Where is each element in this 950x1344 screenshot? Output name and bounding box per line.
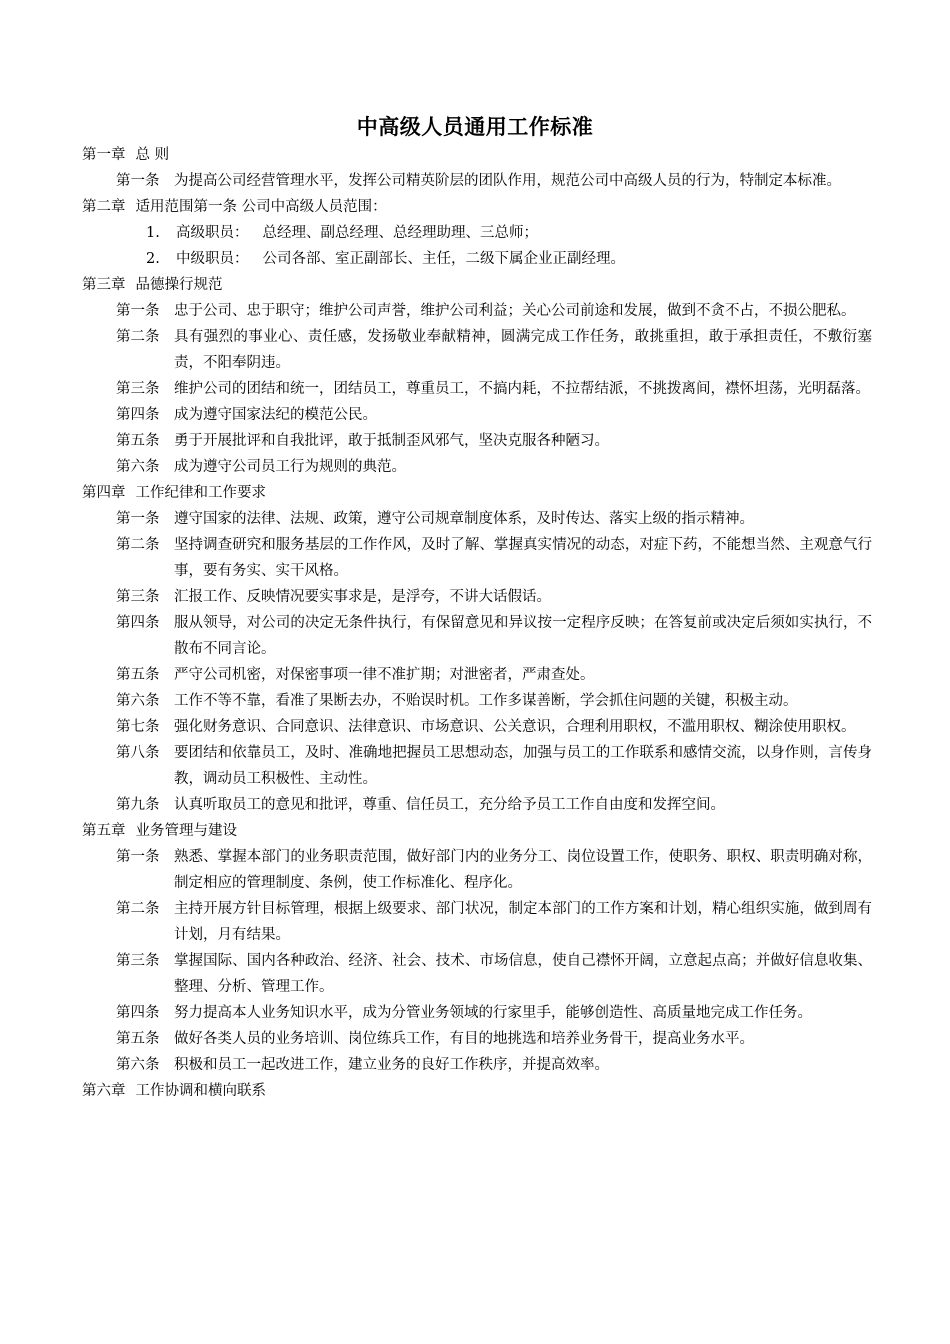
article-text: 汇报工作、反映情况要实事求是，是浮夸，不讲大话假话。 — [174, 589, 551, 605]
article — [116, 376, 872, 402]
article — [116, 1026, 872, 1052]
article-text: 努力提高本人业务知识水平，成为分管业务领域的行家里手，能够创造性、高质量地完成工作任务。 — [174, 1005, 812, 1021]
article-text: 熟悉、掌握本部门的业务职责范围，做好部门内的业务分工、岗位设置工作，使职务、职权、职责明确对称，制定相应的管理制度、条例，使工作标准化、程序化。 — [174, 849, 872, 891]
article-label: 第九条 — [116, 797, 160, 813]
chapter-number: 第二章 — [82, 199, 126, 215]
list-item-label: 高级职员： — [176, 225, 249, 241]
article-text: 为提高公司经营管理水平，发挥公司精英阶层的团队作用，规范公司中高级人员的行为，特制定本标准。 — [174, 173, 841, 189]
article-text: 积极和员工一起改进工作，建立业务的良好工作秩序，并提高效率。 — [174, 1057, 609, 1073]
list-item — [146, 246, 872, 272]
article-text: 忠于公司、忠于职守；维护公司声誉，维护公司利益；关心公司前途和发展，做到不贪不占，不损公肥私。 — [174, 303, 856, 319]
article-label: 第三条 — [116, 589, 160, 605]
article — [116, 298, 872, 324]
article-text: 做好各类人员的业务培训、岗位练兵工作，有目的地挑选和培养业务骨干，提高业务水平。 — [174, 1031, 754, 1047]
chapter-number: 第一章 — [82, 147, 126, 163]
article-text: 成为遵守国家法纪的模范公民。 — [174, 407, 377, 423]
article-text: 勇于开展批评和自我批评，敢于抵制歪风邪气，坚决克服各种陋习。 — [174, 433, 609, 449]
article-text: 维护公司的团结和统一，团结员工，尊重员工，不搞内耗，不拉帮结派，不挑拨离间，襟怀坦荡，光明磊落。 — [174, 381, 870, 397]
article-label: 第一条 — [116, 173, 160, 189]
article — [116, 662, 872, 688]
article-label: 第四条 — [116, 1005, 160, 1021]
chapter-heading — [82, 142, 872, 168]
article — [116, 740, 872, 792]
chapter-title: 总 则 — [135, 147, 170, 163]
article-text: 工作不等不靠，看准了果断去办，不贻误时机。工作多谋善断，学会抓住问题的关键，积极主动。 — [174, 693, 798, 709]
article-label: 第一条 — [116, 511, 160, 527]
article — [116, 1052, 872, 1078]
article-label: 第一条 — [116, 303, 160, 319]
article-label: 第二条 — [116, 329, 160, 345]
article — [116, 506, 872, 532]
article — [116, 610, 872, 662]
article-label: 第二条 — [116, 901, 160, 917]
article-text: 强化财务意识、合同意识、法律意识、市场意识、公关意识，合理利用职权，不滥用职权、糊涂使用职权。 — [174, 719, 856, 735]
list-item — [146, 220, 872, 246]
article-label: 第六条 — [116, 693, 160, 709]
article-text: 要团结和依靠员工，及时、准确地把握员工思想动态，加强与员工的工作联系和感情交流，以身作则，言传身教，调动员工积极性、主动性。 — [174, 745, 872, 787]
article-label: 第五条 — [116, 1031, 160, 1047]
chapter-heading — [82, 480, 872, 506]
article-label: 第七条 — [116, 719, 160, 735]
article-label: 第六条 — [116, 459, 160, 475]
article-text: 成为遵守公司员工行为规则的典范。 — [174, 459, 406, 475]
article — [116, 428, 872, 454]
chapter-number: 第五章 — [82, 823, 126, 839]
chapter-heading — [82, 818, 872, 844]
chapter-number: 第四章 — [82, 485, 126, 501]
chapter-number: 第三章 — [82, 277, 126, 293]
chapter-heading — [82, 1078, 872, 1104]
article — [116, 844, 872, 896]
article — [116, 688, 872, 714]
article — [116, 1000, 872, 1026]
list-item-text: 总经理、副总经理、总经理助理、三总师； — [262, 225, 538, 241]
document-body — [82, 142, 872, 1104]
article — [116, 584, 872, 610]
chapter-title: 业务管理与建设 — [135, 823, 237, 839]
article-label: 第一条 — [116, 849, 160, 865]
article-label: 第四条 — [116, 407, 160, 423]
article-label: 第二条 — [116, 537, 160, 553]
list-item-number: 1. — [146, 225, 160, 241]
article-text: 遵守国家的法律、法规、政策，遵守公司规章制度体系，及时传达、落实上级的指示精神。 — [174, 511, 754, 527]
chapter-title: 品德操行规范 — [135, 277, 223, 293]
article-label: 第三条 — [116, 381, 160, 397]
article — [116, 948, 872, 1000]
chapter-title: 工作纪律和工作要求 — [135, 485, 266, 501]
article-text: 认真听取员工的意见和批评，尊重、信任员工，充分给予员工工作自由度和发挥空间。 — [174, 797, 725, 813]
article-label: 第四条 — [116, 615, 160, 631]
article — [116, 402, 872, 428]
article-text: 具有强烈的事业心、责任感，发扬敬业奉献精神，圆满完成工作任务，敢挑重担，敢于承担责任，不敷衍塞责，不阳奉阴违。 — [174, 329, 872, 371]
article-text: 主持开展方针目标管理，根据上级要求、部门状况，制定本部门的工作方案和计划，精心组织实施，做到周有计划，月有结果。 — [174, 901, 872, 943]
article-label: 第八条 — [116, 745, 160, 761]
article-label: 第六条 — [116, 1057, 160, 1073]
article-text: 坚持调查研究和服务基层的工作作风，及时了解、掌握真实情况的动态，对症下药，不能想当然、主观意气行事，要有务实、实干风格。 — [174, 537, 872, 579]
chapter-title: 适用范围第一条 公司中高级人员范围： — [135, 199, 387, 215]
chapter-title: 工作协调和横向联系 — [135, 1083, 266, 1099]
article — [116, 454, 872, 480]
chapter-number: 第六章 — [82, 1083, 126, 1099]
article — [116, 168, 872, 194]
article — [116, 714, 872, 740]
list-item-label: 中级职员： — [176, 251, 249, 267]
article-label: 第三条 — [116, 953, 160, 969]
chapter-heading — [82, 194, 872, 220]
article — [116, 324, 872, 376]
article — [116, 896, 872, 948]
list-item-number: 2. — [146, 251, 160, 267]
document-title: 中高级人员通用工作标准 — [356, 115, 594, 139]
article-text: 服从领导，对公司的决定无条件执行，有保留意见和异议按一定程序反映；在答复前或决定后须如实执行，不散布不同言论。 — [174, 615, 872, 657]
article — [116, 532, 872, 584]
article-label: 第五条 — [116, 433, 160, 449]
list-item-text: 公司各部、室正副部长、主任，二级下属企业正副经理。 — [262, 251, 625, 267]
article — [116, 792, 872, 818]
chapter-heading — [82, 272, 872, 298]
article-text: 掌握国际、国内各种政治、经济、社会、技术、市场信息，使自己襟怀开阔，立意起点高；并做好信息收集、整理、分析、管理工作。 — [174, 953, 872, 995]
article-text: 严守公司机密，对保密事项一律不准扩期；对泄密者，严肃查处。 — [174, 667, 595, 683]
article-label: 第五条 — [116, 667, 160, 683]
